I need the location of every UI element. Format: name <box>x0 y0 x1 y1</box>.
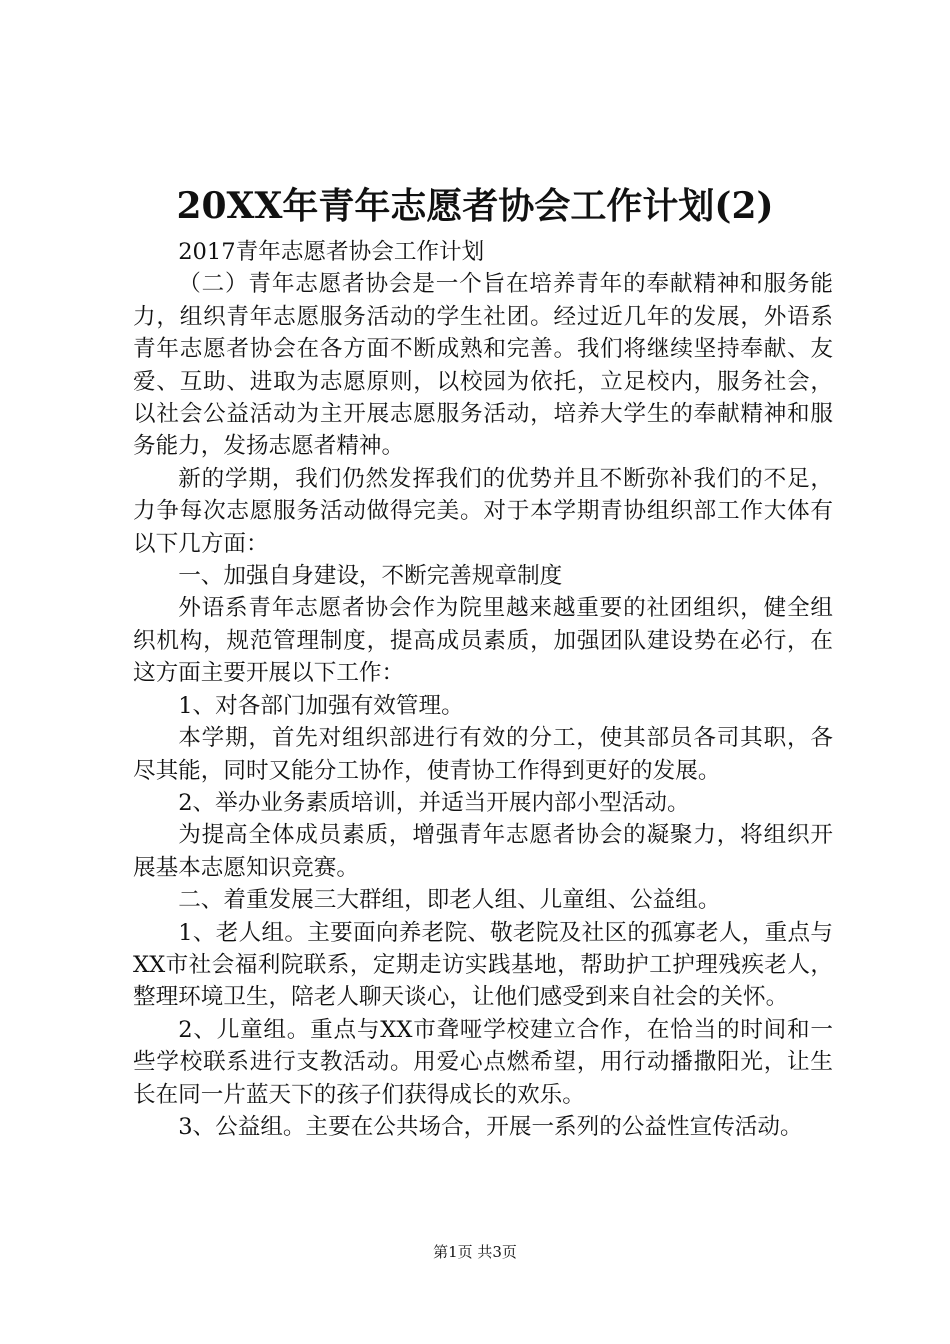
paragraph: 2017青年志愿者协会工作计划 <box>178 239 485 265</box>
paragraph: 为提高全体成员素质，增强青年志愿者协会的凝聚力，将组织开展基本志愿知识竞赛。 <box>133 822 833 881</box>
paragraph: 二、着重发展三大群组，即老人组、儿童组、公益组。 <box>178 887 721 914</box>
document-title: 20XX年青年志愿者协会工作计划(2) <box>176 185 774 227</box>
paragraph: 一、加强自身建设，不断完善规章制度 <box>178 563 563 590</box>
paragraph: 外语系青年志愿者协会作为院里越来越重要的社团组织，健全组织机构，规范管理制度，提高成员素质，加强团队建设势在必行，在这方面主要开展以下工作： <box>133 595 833 687</box>
paragraph: （二）青年志愿者协会是一个旨在培养青年的奉献精神和服务能力，组织青年志愿服务活动的学生社团。经过近几年的发展，外语系青年志愿者协会在各方面不断成熟和完善。我们将继续坚持奉献、友爱、互助、进取为志愿原则，以校园为依托，立足校内，服务社会，以社会公益活动为主开展志愿服务活动，培养大学生的奉献精神和服务能力，发扬志愿者精神。 <box>133 271 833 460</box>
paragraph: 新的学期，我们仍然发挥我们的优势并且不断弥补我们的不足，力争每次志愿服务活动做得完美。对于本学期青协组织部工作大体有以下几方面： <box>133 465 833 557</box>
paragraph: 本学期，首先对组织部进行有效的分工，使其部员各司其职，各尽其能，同时又能分工协作，使青协工作得到更好的发展。 <box>133 725 833 784</box>
paragraph: 1、对各部门加强有效管理。 <box>178 692 464 719</box>
paragraph: 2、举办业务素质培训，并适当开展内部小型活动。 <box>178 789 690 816</box>
paragraph: 3、公益组。主要在公共场合，开展一系列的公益性宣传活动。 <box>178 1113 803 1140</box>
paragraph: 2、儿童组。重点与XX市聋哑学校建立合作，在恰当的时间和一些学校联系进行支教活动。用爱心点燃希望，用行动播撒阳光，让生长在同一片蓝天下的孩子们获得成长的欢乐。 <box>133 1016 833 1108</box>
document-body <box>133 236 833 1143</box>
paragraph: 1、老人组。主要面向养老院、敬老院及社区的孤寡老人，重点与XX市社会福利院联系，定期走访实践基地，帮助护工护理残疾老人，整理环境卫生，陪老人聊天谈心，让他们感受到来自社会的关怀。 <box>133 919 833 1011</box>
page-footer: 第1页 共3页 <box>433 1243 517 1261</box>
